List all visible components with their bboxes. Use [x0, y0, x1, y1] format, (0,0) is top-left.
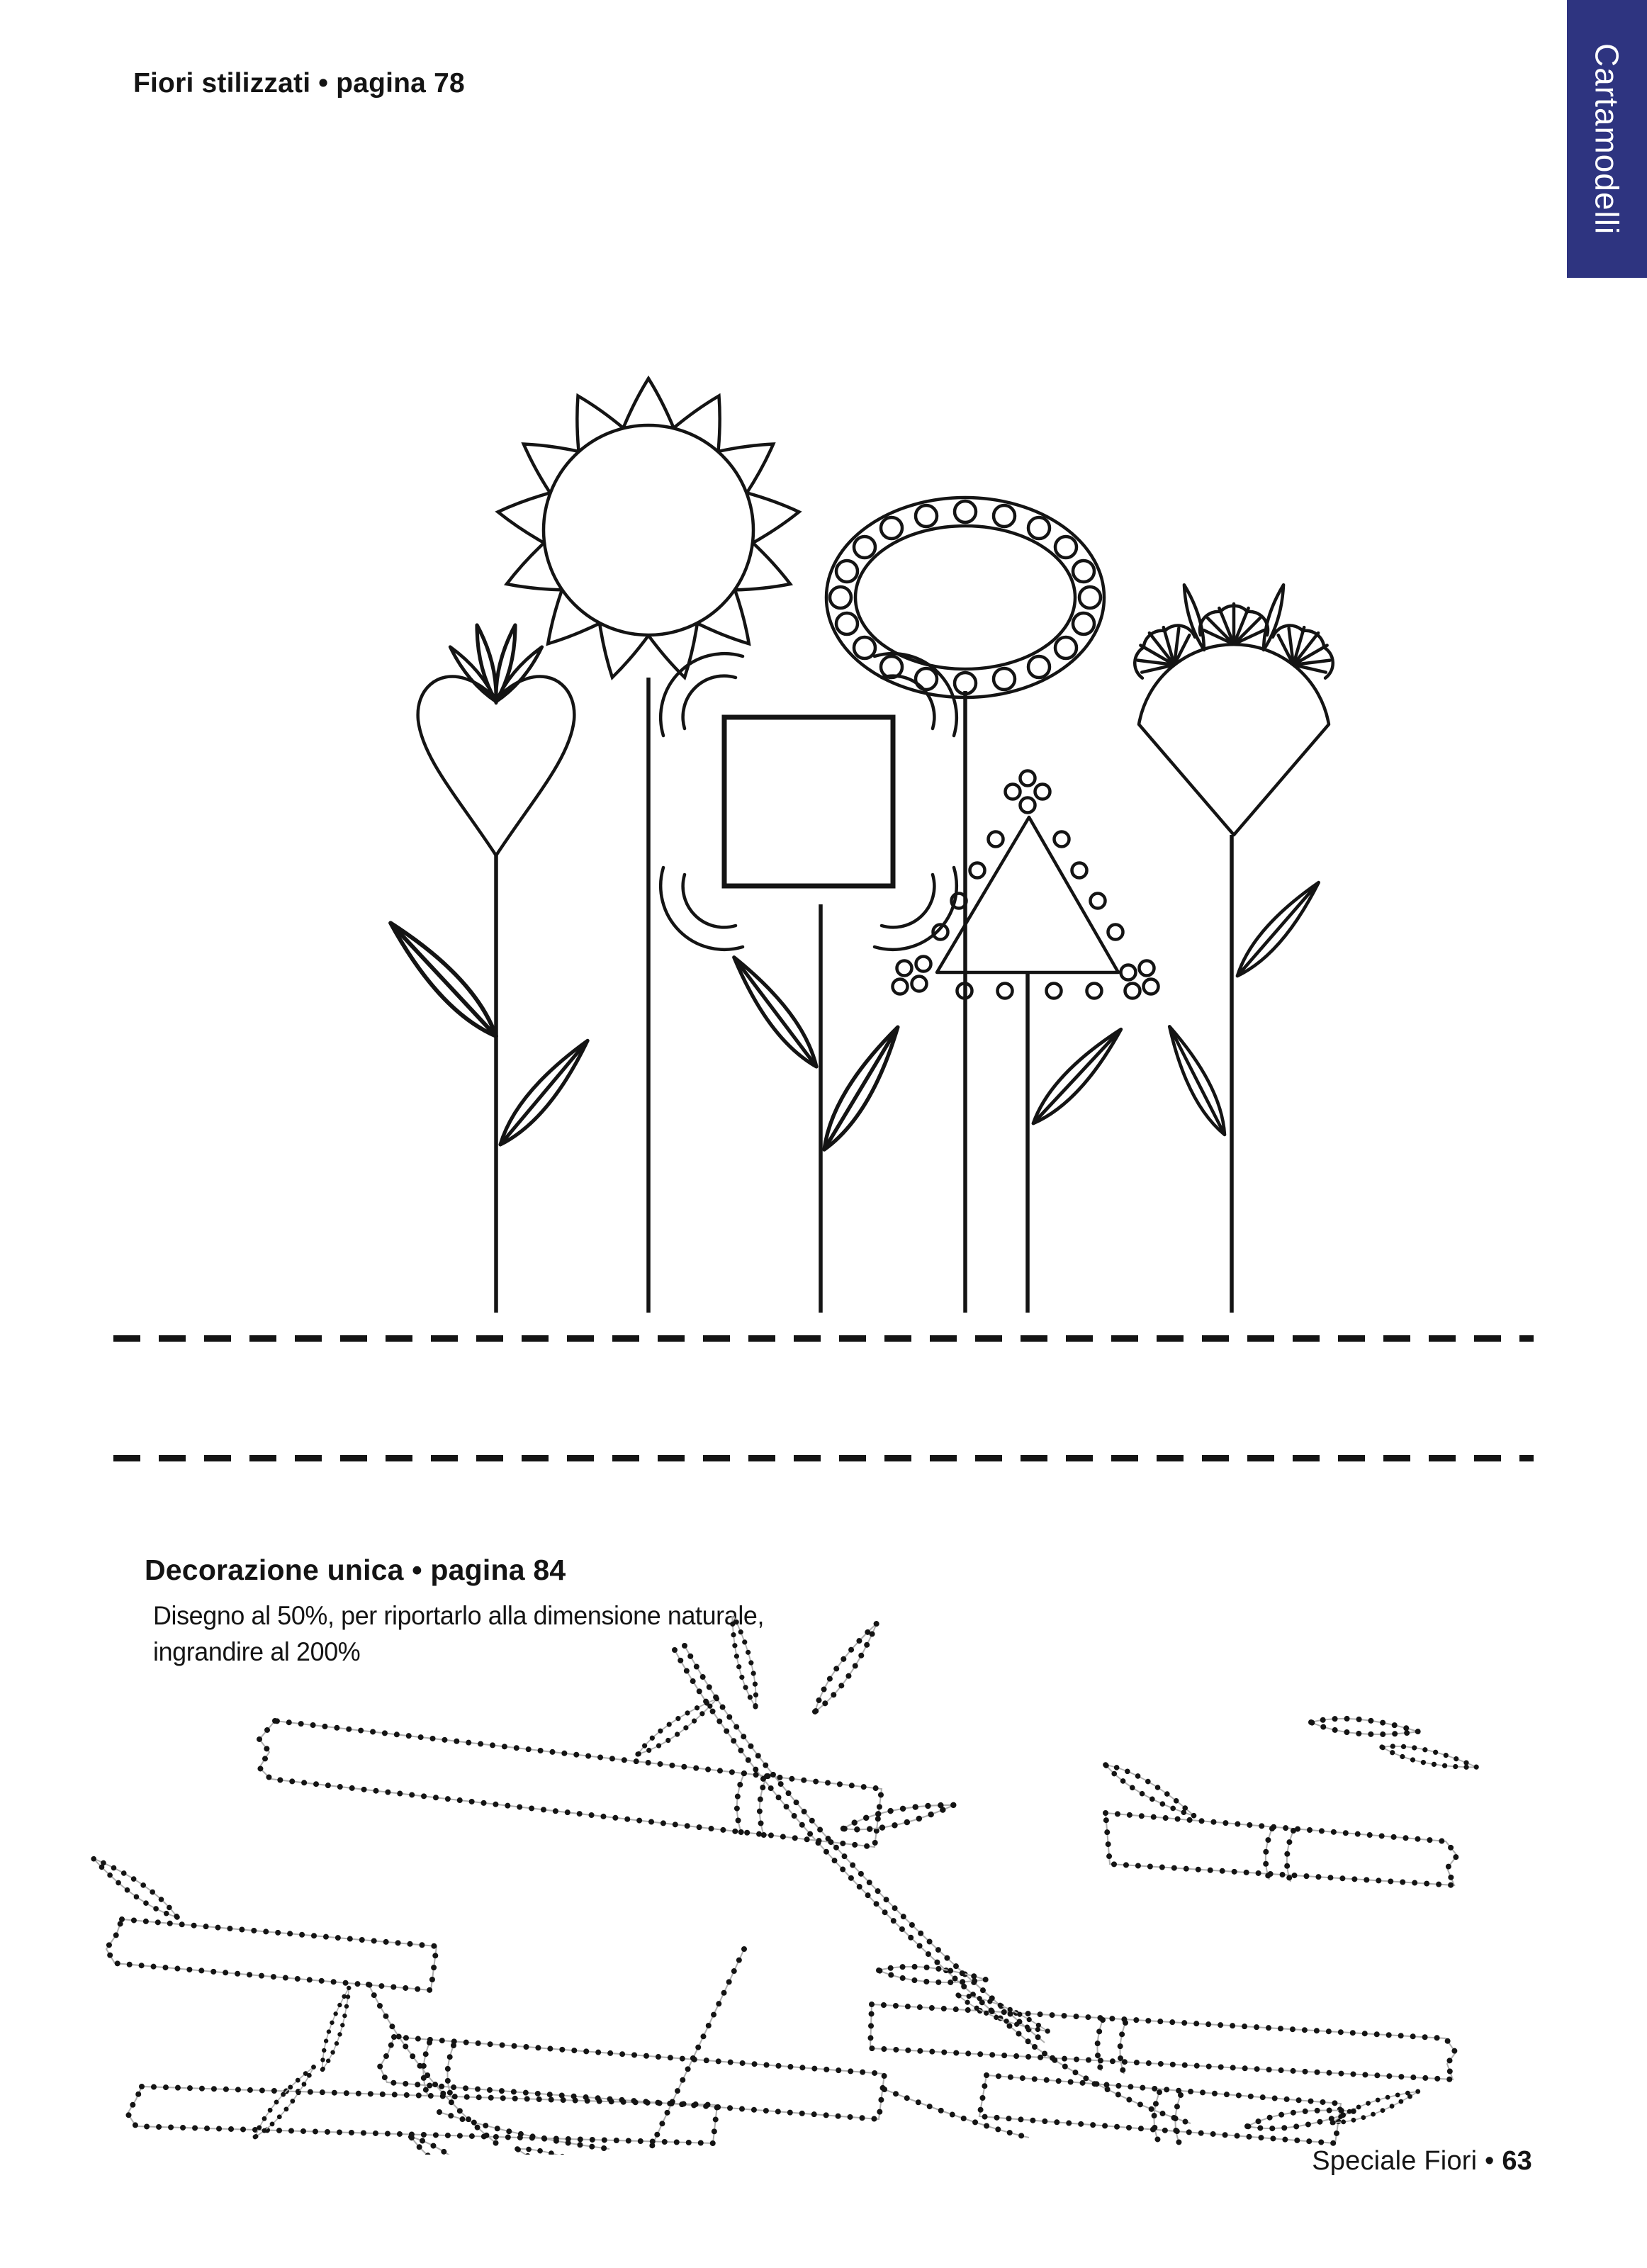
section1-title: Fiori stilizzati • pagina 78 — [133, 68, 465, 99]
footer-label: Speciale Fiori — [1312, 2146, 1478, 2176]
side-tab-label: Cartamodelli — [1588, 43, 1626, 235]
triangle-flower-pattern — [893, 771, 1159, 999]
sunflower-pattern — [495, 378, 802, 683]
oval-chain-flower-pattern — [826, 498, 1104, 697]
stem-leaves — [381, 876, 1326, 1155]
bamboo-dotted-pattern-drawing — [0, 1616, 1647, 2155]
page-footer — [1312, 2146, 1532, 2177]
bamboo-leaves — [89, 1616, 1478, 2155]
fan-flower-pattern — [1123, 583, 1345, 835]
cut-dashed-line-top — [113, 1335, 1534, 1342]
bamboo-hatch-shading — [201, 1696, 1439, 2155]
square-flower-pattern — [661, 653, 957, 950]
scale-note-line1: Disegno al 50%, per riportarlo alla dimensione naturale, — [153, 1601, 765, 1630]
section2-title: Decorazione unica • pagina 84 — [145, 1554, 566, 1586]
footer-page-number: 63 — [1502, 2146, 1532, 2176]
scale-note-line2: ingrandire al 200% — [153, 1637, 361, 1666]
cut-dashed-line-bottom — [113, 1455, 1534, 1461]
footer-bullet: • — [1485, 2146, 1495, 2176]
flower-stems — [496, 678, 1232, 1313]
heart-flower-pattern — [418, 624, 575, 855]
